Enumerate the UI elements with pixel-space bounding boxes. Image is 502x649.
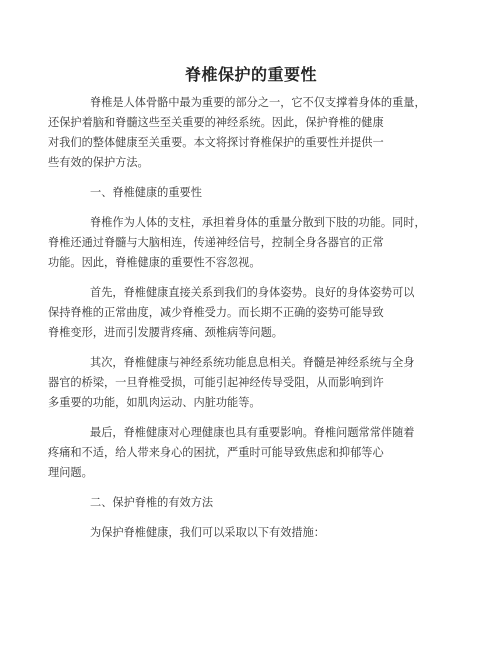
text-line: 脊椎变形，进而引发腰背疼痛、颈椎病等问题。 <box>48 326 283 339</box>
body-paragraph <box>48 283 478 343</box>
text-line: 功能。因此，脊椎健康的重要性不容忽视。 <box>48 256 261 269</box>
text-line: 脊椎作为人体的支柱，承担着身体的重量分散到下肢的功能。同时， <box>90 216 426 229</box>
body-paragraph <box>48 423 478 483</box>
text-line: 最后，脊椎健康对心理健康也具有重要影响。脊椎问题常常伴随着 <box>90 426 415 439</box>
text-line: 脊椎还通过脊髓与大脑相连，传递神经信号，控制全身各器官的正常 <box>48 236 384 249</box>
text-line: 器官的桥梁，一旦脊椎受损，可能引起神经传导受阻，从而影响到许 <box>48 376 384 389</box>
text-line: 理问题。 <box>48 466 93 479</box>
body-paragraph <box>48 353 478 413</box>
page-title: 脊椎保护的重要性 <box>184 65 317 84</box>
text-line: 些有效的保护方法。 <box>48 156 149 169</box>
body-paragraph <box>48 523 478 543</box>
text-line: 保持脊椎的正常曲度，减少脊椎受力。而长期不正确的姿势可能导致 <box>48 306 384 319</box>
text-line: 脊椎是人体骨骼中最为重要的部分之一，它不仅支撑着身体的重量， <box>90 96 426 109</box>
section-heading: 一、脊椎健康的重要性 <box>90 186 202 199</box>
text-line: 为保护脊椎健康，我们可以采取以下有效措施： <box>90 526 325 539</box>
text-line: 其次，脊椎健康与神经系统功能息息相关。脊髓是神经系统与全身 <box>90 356 415 369</box>
body-paragraph <box>48 213 478 273</box>
section-heading: 二、保护脊椎的有效方法 <box>90 496 214 509</box>
text-line: 首先，脊椎健康直接关系到我们的身体姿势。良好的身体姿势可以 <box>90 286 415 299</box>
text-line: 对我们的整体健康至关重要。本文将探讨脊椎保护的重要性并提供一 <box>48 136 384 149</box>
text-line: 多重要的功能，如肌肉运动、内脏功能等。 <box>48 396 261 409</box>
text-line: 还保护着脑和脊髓这些至关重要的神经系统。因此，保护脊椎的健康 <box>48 116 384 129</box>
intro-paragraph <box>48 93 478 173</box>
document-body <box>48 93 478 543</box>
text-line: 疼痛和不适，给人带来身心的困扰，严重时可能导致焦虑和抑郁等心 <box>48 446 384 459</box>
